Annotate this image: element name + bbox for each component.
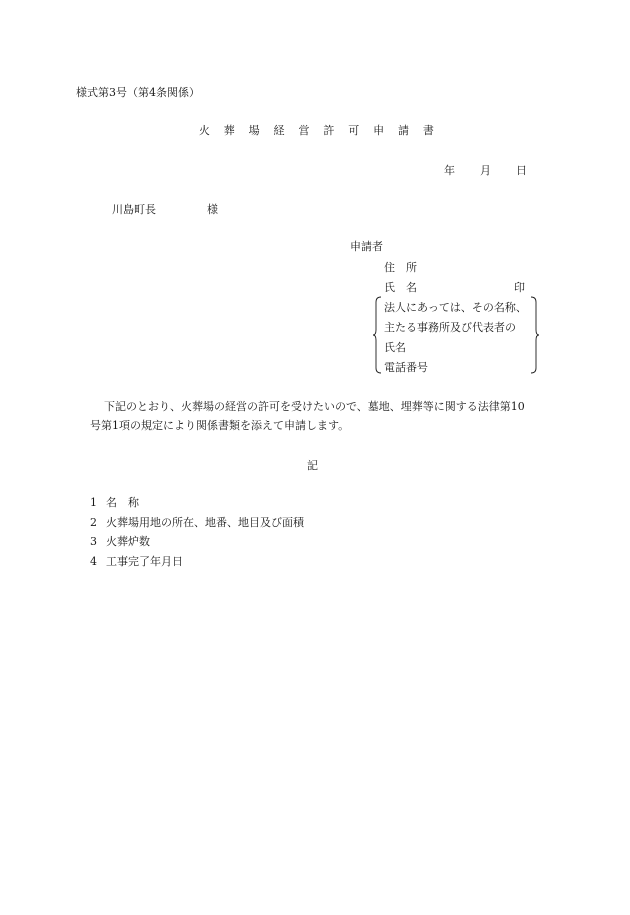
date-year-label: 年 [444, 164, 455, 177]
seal-mark: 印 [514, 281, 525, 294]
list-item [90, 497, 139, 508]
item-label: 火葬場用地の所在、地番、地目及び面積 [106, 516, 304, 529]
ki-heading: 記 [307, 459, 318, 472]
addressee-name: 川島町長 [112, 203, 156, 216]
corporate-note-line: 主たる事務所及び代表者の [384, 321, 516, 334]
item-number: 4 [90, 555, 97, 568]
item-number: 2 [90, 516, 97, 529]
item-label: 火葬炉数 [106, 535, 150, 548]
applicant-address-label: 住 所 [384, 261, 417, 274]
list-item [90, 536, 150, 547]
corporate-note-line: 電話番号 [384, 361, 428, 374]
body-text-line: 号第1項の規定により関係書類を添えて申請します。 [90, 419, 350, 432]
item-label: 名 称 [106, 496, 139, 509]
document-title: 火 葬 場 経 営 許 可 申 請 書 [198, 124, 440, 137]
addressee-honorific: 様 [207, 203, 218, 216]
corporate-note-line: 氏名 [384, 341, 406, 354]
list-item [90, 517, 304, 528]
applicant-name-label: 氏 名 [384, 281, 417, 294]
applicant-heading: 申請者 [350, 240, 383, 253]
item-number: 3 [90, 535, 97, 548]
corporate-note-block [373, 296, 539, 374]
item-number: 1 [90, 496, 97, 509]
date-line [444, 165, 527, 176]
form-number: 様式第3号（第4条関係） [76, 86, 200, 99]
list-item [90, 556, 183, 567]
date-day-label: 日 [516, 164, 527, 177]
item-label: 工事完了年月日 [106, 555, 183, 568]
corporate-note-line: 法人にあっては、その名称、 [384, 301, 527, 314]
date-month-label: 月 [480, 164, 491, 177]
body-text-line: 下記のとおり、火葬場の経営の許可を受けたいので、墓地、埋葬等に関する法律第10 [104, 400, 525, 413]
